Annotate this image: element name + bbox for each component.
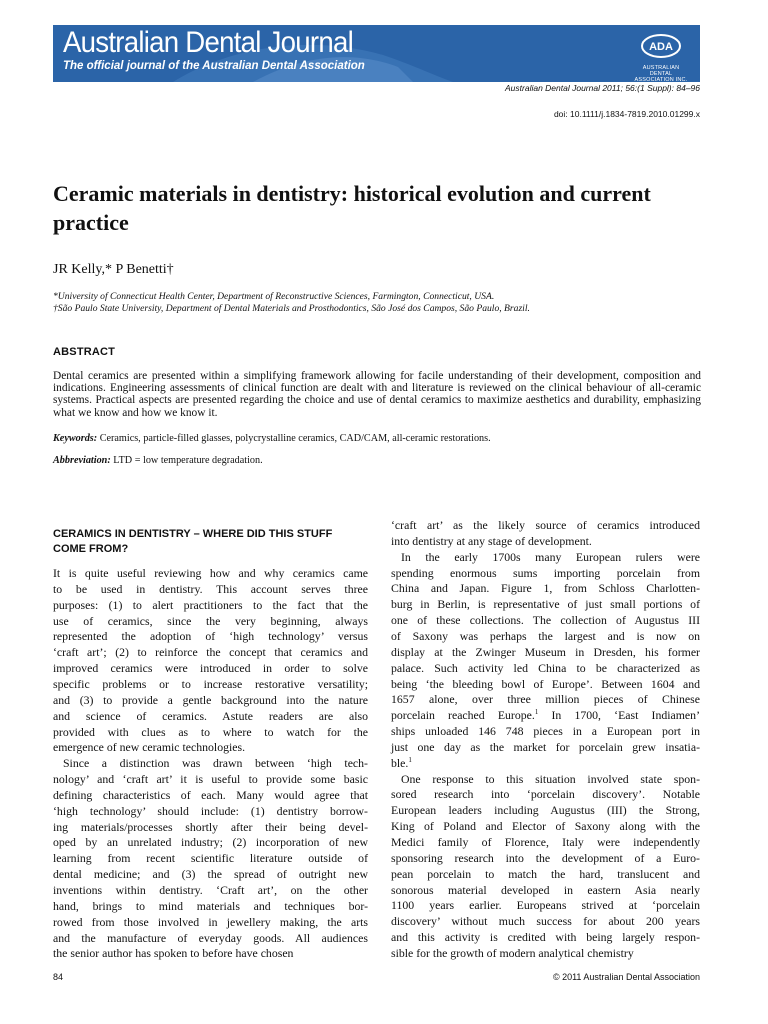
- body-line: being ‘the bleeding bowl of Europe’. Between 1604 and: [391, 676, 700, 691]
- reference-marker: 1: [534, 708, 539, 717]
- abstract-text: Dental ceramics are presented within a simplifying framework allowing for facile understanding of their development, composition and indications. Engineering assessments of clinical function are dealt with and literature is reviewed on the clinical behaviour of all-ceramic systems. Practical aspects are presented regarding the choice and use of dental ceramics to maximize aesthetics and durability, emphasizing what we know and how we know it.: [53, 370, 701, 419]
- body-line: palace. Such activity led China to be characterized as: [391, 660, 700, 675]
- page-number: 84: [53, 972, 64, 982]
- body-line: ‘craft art’; (2) to reinforce the concept that ceramics and: [53, 645, 368, 660]
- affiliation-1: *University of Connecticut Health Center, Department of Reconstructive Sciences, Farmington, Connecticut, USA.: [53, 291, 495, 302]
- body-line: hand, brings to mind materials and techniques bor-: [53, 898, 368, 913]
- body-line: spending enormous sums importing porcelain from: [391, 565, 700, 580]
- body-line: nology’ and ‘craft art’ it is useful to provide some basic: [53, 772, 368, 787]
- doi: doi: 10.1111/j.1834-7819.2010.01299.x: [553, 109, 700, 119]
- ada-logo-caption: AUSTRALIAN DENTAL ASSOCIATION INC.: [634, 65, 688, 82]
- body-line: and (3) to provide a gentle background into the nature: [53, 692, 368, 707]
- keywords: [53, 433, 491, 444]
- abstract-heading: ABSTRACT: [53, 346, 116, 358]
- body-line: and this activity is credited with being largely respon-: [391, 930, 700, 945]
- abbreviation: [53, 455, 263, 466]
- body-line: sonorous material developed in eastern Asia nearly: [391, 882, 700, 897]
- body-line: discovery’ without much success for about 200 years: [391, 914, 700, 929]
- ada-logo: [632, 33, 690, 82]
- body-line: sponsoring research into the development of a Euro-: [391, 850, 700, 865]
- body-line: 1657 alone, over three million pieces of Chinese: [391, 692, 700, 707]
- body-line: one of these collections. The collection of Augustus III: [391, 613, 700, 628]
- body-line: of Saxony was perhaps the largest and is now on: [391, 628, 700, 643]
- body-line: defining characteristics of each. Many would agree that: [53, 787, 368, 802]
- article-title: Ceramic materials in dentistry: historical evolution and current practice: [53, 181, 651, 235]
- body-line: dental medicine; and (3) the spread of outright new: [53, 867, 368, 882]
- body-line: learning from recent scientific literature outside of: [53, 851, 368, 866]
- body-line: burg in Berlin, is representative of just small portions of: [391, 597, 700, 612]
- body-line: porcelain reached Europe.$^1$ In 1700, ‘East Indiamen’: [391, 708, 700, 723]
- body-line: oped by an unrelated industry; (2) incorporation of new: [53, 835, 368, 850]
- body-line: represented the adoption of ‘high technology’ versus: [53, 629, 368, 644]
- body-line: ‘high technology’ should include: (1) dentistry borrow-: [53, 803, 368, 818]
- body-line: Medici family of Florence, Italy were independently: [391, 835, 700, 849]
- body-line: pean porcelain to match the hard, translucent and: [391, 866, 700, 881]
- body-line: and science of ceramics. Astute readers are also: [53, 708, 368, 723]
- body-line: into dentistry at any stage of development.: [391, 533, 592, 548]
- journal-name: Australian Dental Journal: [63, 26, 353, 59]
- body-line: ships unloaded 146 748 pieces in a European port in: [391, 724, 700, 739]
- body-line: specific problems or to increase restorative versatility;: [53, 676, 368, 691]
- body-line: provided with clues as to where to watch for the: [53, 724, 368, 739]
- body-line: improved ceramics were introduced in order to solve: [53, 661, 368, 676]
- abbreviation-label: Abbreviation:: [53, 455, 111, 466]
- body-line: the senior author has spoken to before have chosen: [53, 946, 294, 961]
- journal-citation: Australian Dental Journal 2011; 56:(1 Suppl): 84–96: [505, 83, 700, 93]
- affiliation-2: †São Paulo State University, Department of Dental Materials and Prosthodontics, São José dos Campos, São Paulo, Brazil.: [53, 303, 530, 314]
- body-line: purposes: (1) to alert practitioners to the fact that the: [53, 597, 368, 612]
- body-line: It is quite useful reviewing how and why ceramics came: [53, 566, 368, 580]
- body-line: In the early 1700s many European rulers were: [401, 549, 700, 564]
- reference-marker: 1: [408, 755, 412, 764]
- copyright: © 2011 Australian Dental Association: [552, 972, 700, 982]
- ada-emblem-icon: [640, 33, 682, 59]
- body-line: ‘craft art’ as the likely source of ceramics introduced: [391, 518, 700, 532]
- body-line: King of Poland and Elector of Saxony along with the: [391, 819, 700, 834]
- body-line: Since a distinction was drawn between ‘high tech-: [63, 756, 368, 771]
- body-line: One response to this situation involved state spon-: [401, 771, 700, 786]
- abbreviation-text: LTD = low temperature degradation.: [110, 455, 263, 466]
- authors: JR Kelly,* P Benetti†: [53, 262, 174, 277]
- body-line: sible for the growth of modern analytical chemistry: [391, 945, 634, 960]
- body-line: to be used in dentistry. This account serves three: [53, 581, 368, 596]
- body-line: China and Japan. Figure 1, from Schloss Charlotten-: [391, 581, 700, 596]
- body-line: European leaders including Augustus (III) the Strong,: [391, 803, 700, 818]
- body-line: inventions within dentistry. ‘Craft art’, on the other: [53, 883, 368, 897]
- body-line: ble.$^1$: [391, 755, 412, 770]
- body-line: rowed from those involved in jewellery making, the arts: [53, 914, 368, 929]
- body-line: 1100 years earlier. Europeans strived at ‘porcelain: [391, 898, 700, 913]
- body-line: emergence of new ceramic technologies.: [53, 740, 246, 755]
- section-heading: CERAMICS IN DENTISTRY – WHERE DID THIS STUFF COME FROM?: [53, 528, 333, 555]
- body-line: use of ceramics, since the very beginning, always: [53, 613, 368, 628]
- journal-banner: [53, 25, 700, 82]
- keywords-text: Ceramics, particle-filled glasses, polycrystalline ceramics, CAD/CAM, all-ceramic restorations.: [97, 433, 491, 444]
- body-line: sored research into ‘porcelain discovery’. Notable: [391, 787, 700, 802]
- body-line: and the manufacture of everyday goods. All audiences: [53, 930, 368, 945]
- keywords-label: Keywords:: [53, 433, 98, 444]
- ada-logo-text: ADA: [649, 41, 673, 53]
- body-line: ing materials/processes shortly after their being devel-: [53, 819, 368, 834]
- journal-tagline: The official journal of the Australian Dental Association: [63, 60, 365, 72]
- body-line: just one day as the market for porcelain grew insatia-: [391, 739, 700, 754]
- body-line: display at the Zwinger Museum in Dresden, his former: [391, 644, 700, 659]
